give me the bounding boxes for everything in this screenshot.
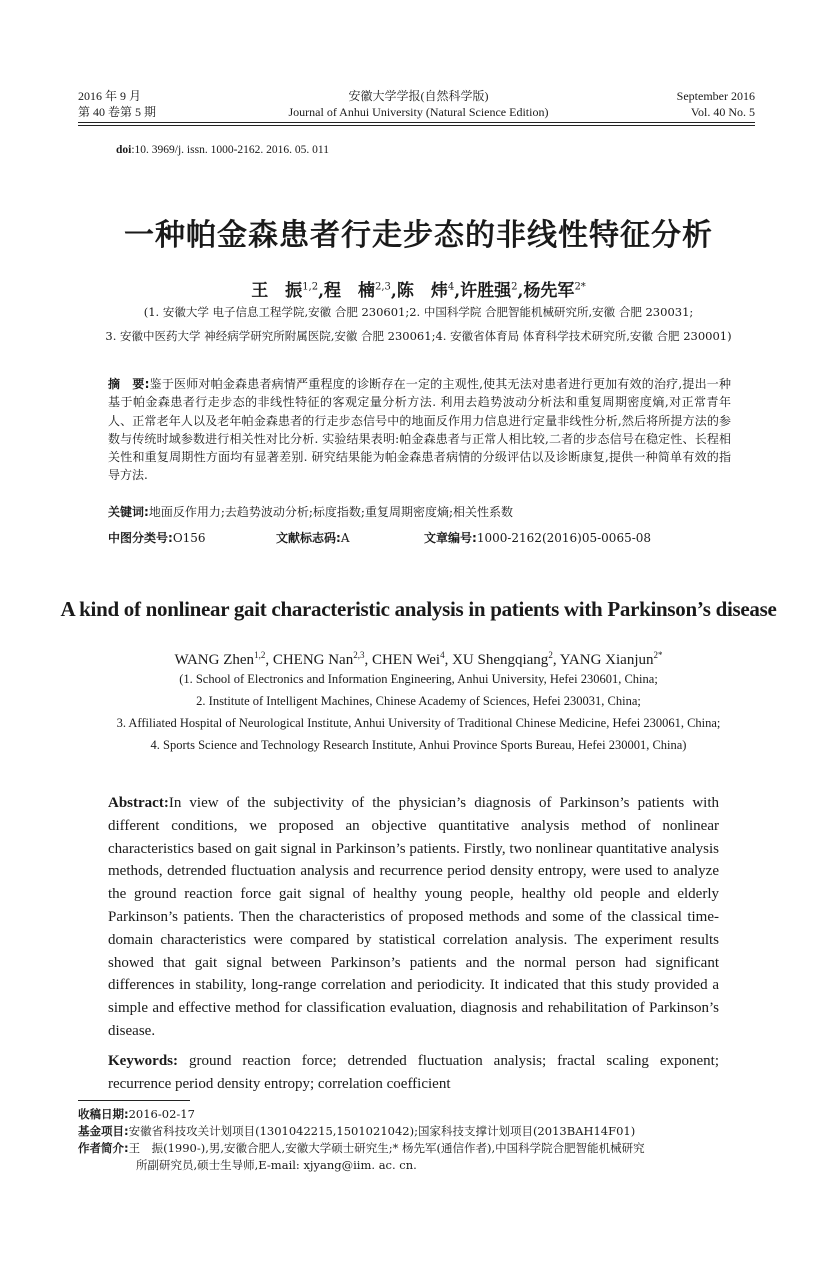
header-volume-en: Vol. 40 No. 5 [690,105,755,119]
abstract-cn [108,375,731,485]
author-en: CHEN Wei$^4$ [371,650,445,668]
header-rule-top [78,122,755,123]
header-issue-en [677,88,755,120]
author-cn: 杨先军$^{2*}$ [523,281,586,301]
keywords-en-label: Keywords: [108,1053,178,1069]
affiliation-en: 2. Institute of Intelligent Machines, Chinese Academy of Sciences, Hefei 230031, China; [196,694,641,708]
abstract-en-label: Abstract: [108,795,169,811]
header-volume-cn: 第 40 卷第 5 期 [78,105,157,119]
header-journal-cn: 安徽大学学报(自然科学版) [348,89,489,103]
footnote-received: 收稿日期:2016-02-17 [78,1107,195,1121]
doi-label: doi [116,144,132,156]
author-list-en: WANG Zhen$^{1,2}$, CHENG Nan$^{2,3}$, CHEN Wei$^4$, XU Shengqiang$^2$, YANG Xianjun$^{2*}$ [174,650,663,668]
footnote-funding: 基金项目:安徽省科技攻关计划项目(1301042215,1501021042);国家科技支撑计划项目(2013BAH14F01) [78,1124,636,1138]
footnote-author-bio-cont[interactable]: 所副研究员,硕士生导师,E-mail: xjyang@iim. ac. cn. [136,1158,417,1172]
author-cn: 陈 炜$^4$ [396,281,455,301]
header-rule-bottom [78,125,755,126]
author-en: XU Shengqiang$^2$ [452,650,553,668]
author-en: WANG Zhen$^{1,2}$ [174,650,266,668]
doi-line [116,144,329,156]
affiliation-en: 3. Affiliated Hospital of Neurological Institute, Anhui University of Traditional Chinese Medicine, Hefei 230061, China; [116,716,721,730]
affiliation-cn: (1. 安徽大学 电子信息工程学院,安徽 合肥 230601;2. 中国科学院 合肥智能机械研究所,安徽 合肥 230031; [143,305,694,319]
affiliation-en: (1. School of Electronics and Information Engineering, Anhui University, Hefei 230601, China; [179,672,658,686]
abstract-en [108,792,719,1043]
affiliation-en: 4. Sports Science and Technology Research Institute, Anhui Province Sports Bureau, Hefei 230001, China) [150,738,687,752]
paper-title-en: A kind of nonlinear gait characteristic analysis in patients with Parkinson’s disease [60,597,777,621]
author-cn: 许胜强$^2$ [460,281,518,301]
keywords-cn-text: 地面反作用力;去趋势波动分析;标度指数;重复周期密度熵;相关性系数 [148,505,513,519]
footnote-author-bio: 作者简介:王 振(1990-),男,安徽合肥人,安徽大学硕士研究生;* 杨先军(通信作者),中国科学院合肥智能机械研究 所副研究员,硕士生导师,E-mail: xjyang@iim. ac. cn. [78,1140,758,1174]
author-en: CHENG Nan$^{2,3}$ [272,650,365,668]
author-en: YANG Xianjun$^{2*}$ [559,650,663,668]
abstract-en-text: In view of the subjectivity of the physician’s diagnosis of Parkinson’s patients with different conditions, we proposed an objective quantitative analysis method of nonlinear characteristics based on gait signal in Parkinson’s patients. Firstly, two nonlinear quantitative analysis methods, detrended fluctuation analysis and recurrence period density entropy, were used to analyze the ground reaction force gait signal of healthy young people, healthy old people and elderly Parkinson’s patients. Then the characteristics of proposed methods and some of the classical time-domain characteristics were compared by statistical correlation analysis. The experiment results showed that gait signal between Parkinson’s patients and the normal person had significant differences in stability, long-range correlation and periodicity. It indicated that this study provided a simple and effective method for classification evaluation, diagnosis and rehabilitation of Parkinson’s disease. [108,795,719,1039]
abstract-cn-label: 摘 要: [108,377,150,391]
doi-value[interactable]: :10. 3969/j. issn. 1000-2162. 2016. 05. 011 [131,144,329,156]
paper-title-cn: 一种帕金森患者行走步态的非线性特征分析 [124,218,713,253]
author-cn: 王 振$^{1,2}$ [251,281,319,301]
abstract-cn-text: 鉴于医师对帕金森患者病情严重程度的诊断存在一定的主观性,使其无法对患者进行更加有效的治疗,提出一种基于帕金森患者行走步态的非线性特征的客观定量分析方法. 利用去趋势波动分析法和重复周期密度熵,对正常青年人、正常老年人以及老年帕金森患者的行走步态信号中的地面反作用力信息进行定量非线性分析,然后将所提方法的参数与传统时域参数进行相关性对比分析. 实验结果表明:帕金森患者与正常人相比较,二者的步态信号在稳定性、长程相关性和重复周期性方面均有显著差别. 研究结果能为帕金森患者病情的分级评估以及诊断康复,提供一种简单有效的指导方法. [108,377,731,483]
keywords-cn [108,503,731,521]
clc-number: 中图分类号:O156 [108,531,206,545]
author-cn: 程 楠$^{2,3}$ [324,281,391,301]
header-date-en: September 2016 [676,89,755,103]
keywords-en [108,1050,719,1096]
affiliation-cn: 3. 安徽中医药大学 神经病学研究所附属医院,安徽 合肥 230061;4. 安徽省体育局 体育科学技术研究所,安徽 合肥 230001) [105,329,732,343]
article-number: 文章编号:1000-2162(2016)05-0065-08 [424,531,652,545]
author-list-cn: 王 振$^{1,2}$,程 楠$^{2,3}$,陈 炜$^4$,许胜强$^2$,杨先军$^{2*}$ [251,281,586,301]
header-date-cn: 2016 年 9 月 [78,89,142,103]
footnote-rule [78,1100,190,1101]
keywords-en-text: ground reaction force; detrended fluctuation analysis; fractal scaling exponent; recurrence period density entropy; correlation coefficient [108,1053,719,1092]
keywords-cn-label: 关键词: [108,505,149,519]
header-journal-en: Journal of Anhui University (Natural Science Edition) [288,105,549,119]
document-code: 文献标志码:A [276,531,350,545]
